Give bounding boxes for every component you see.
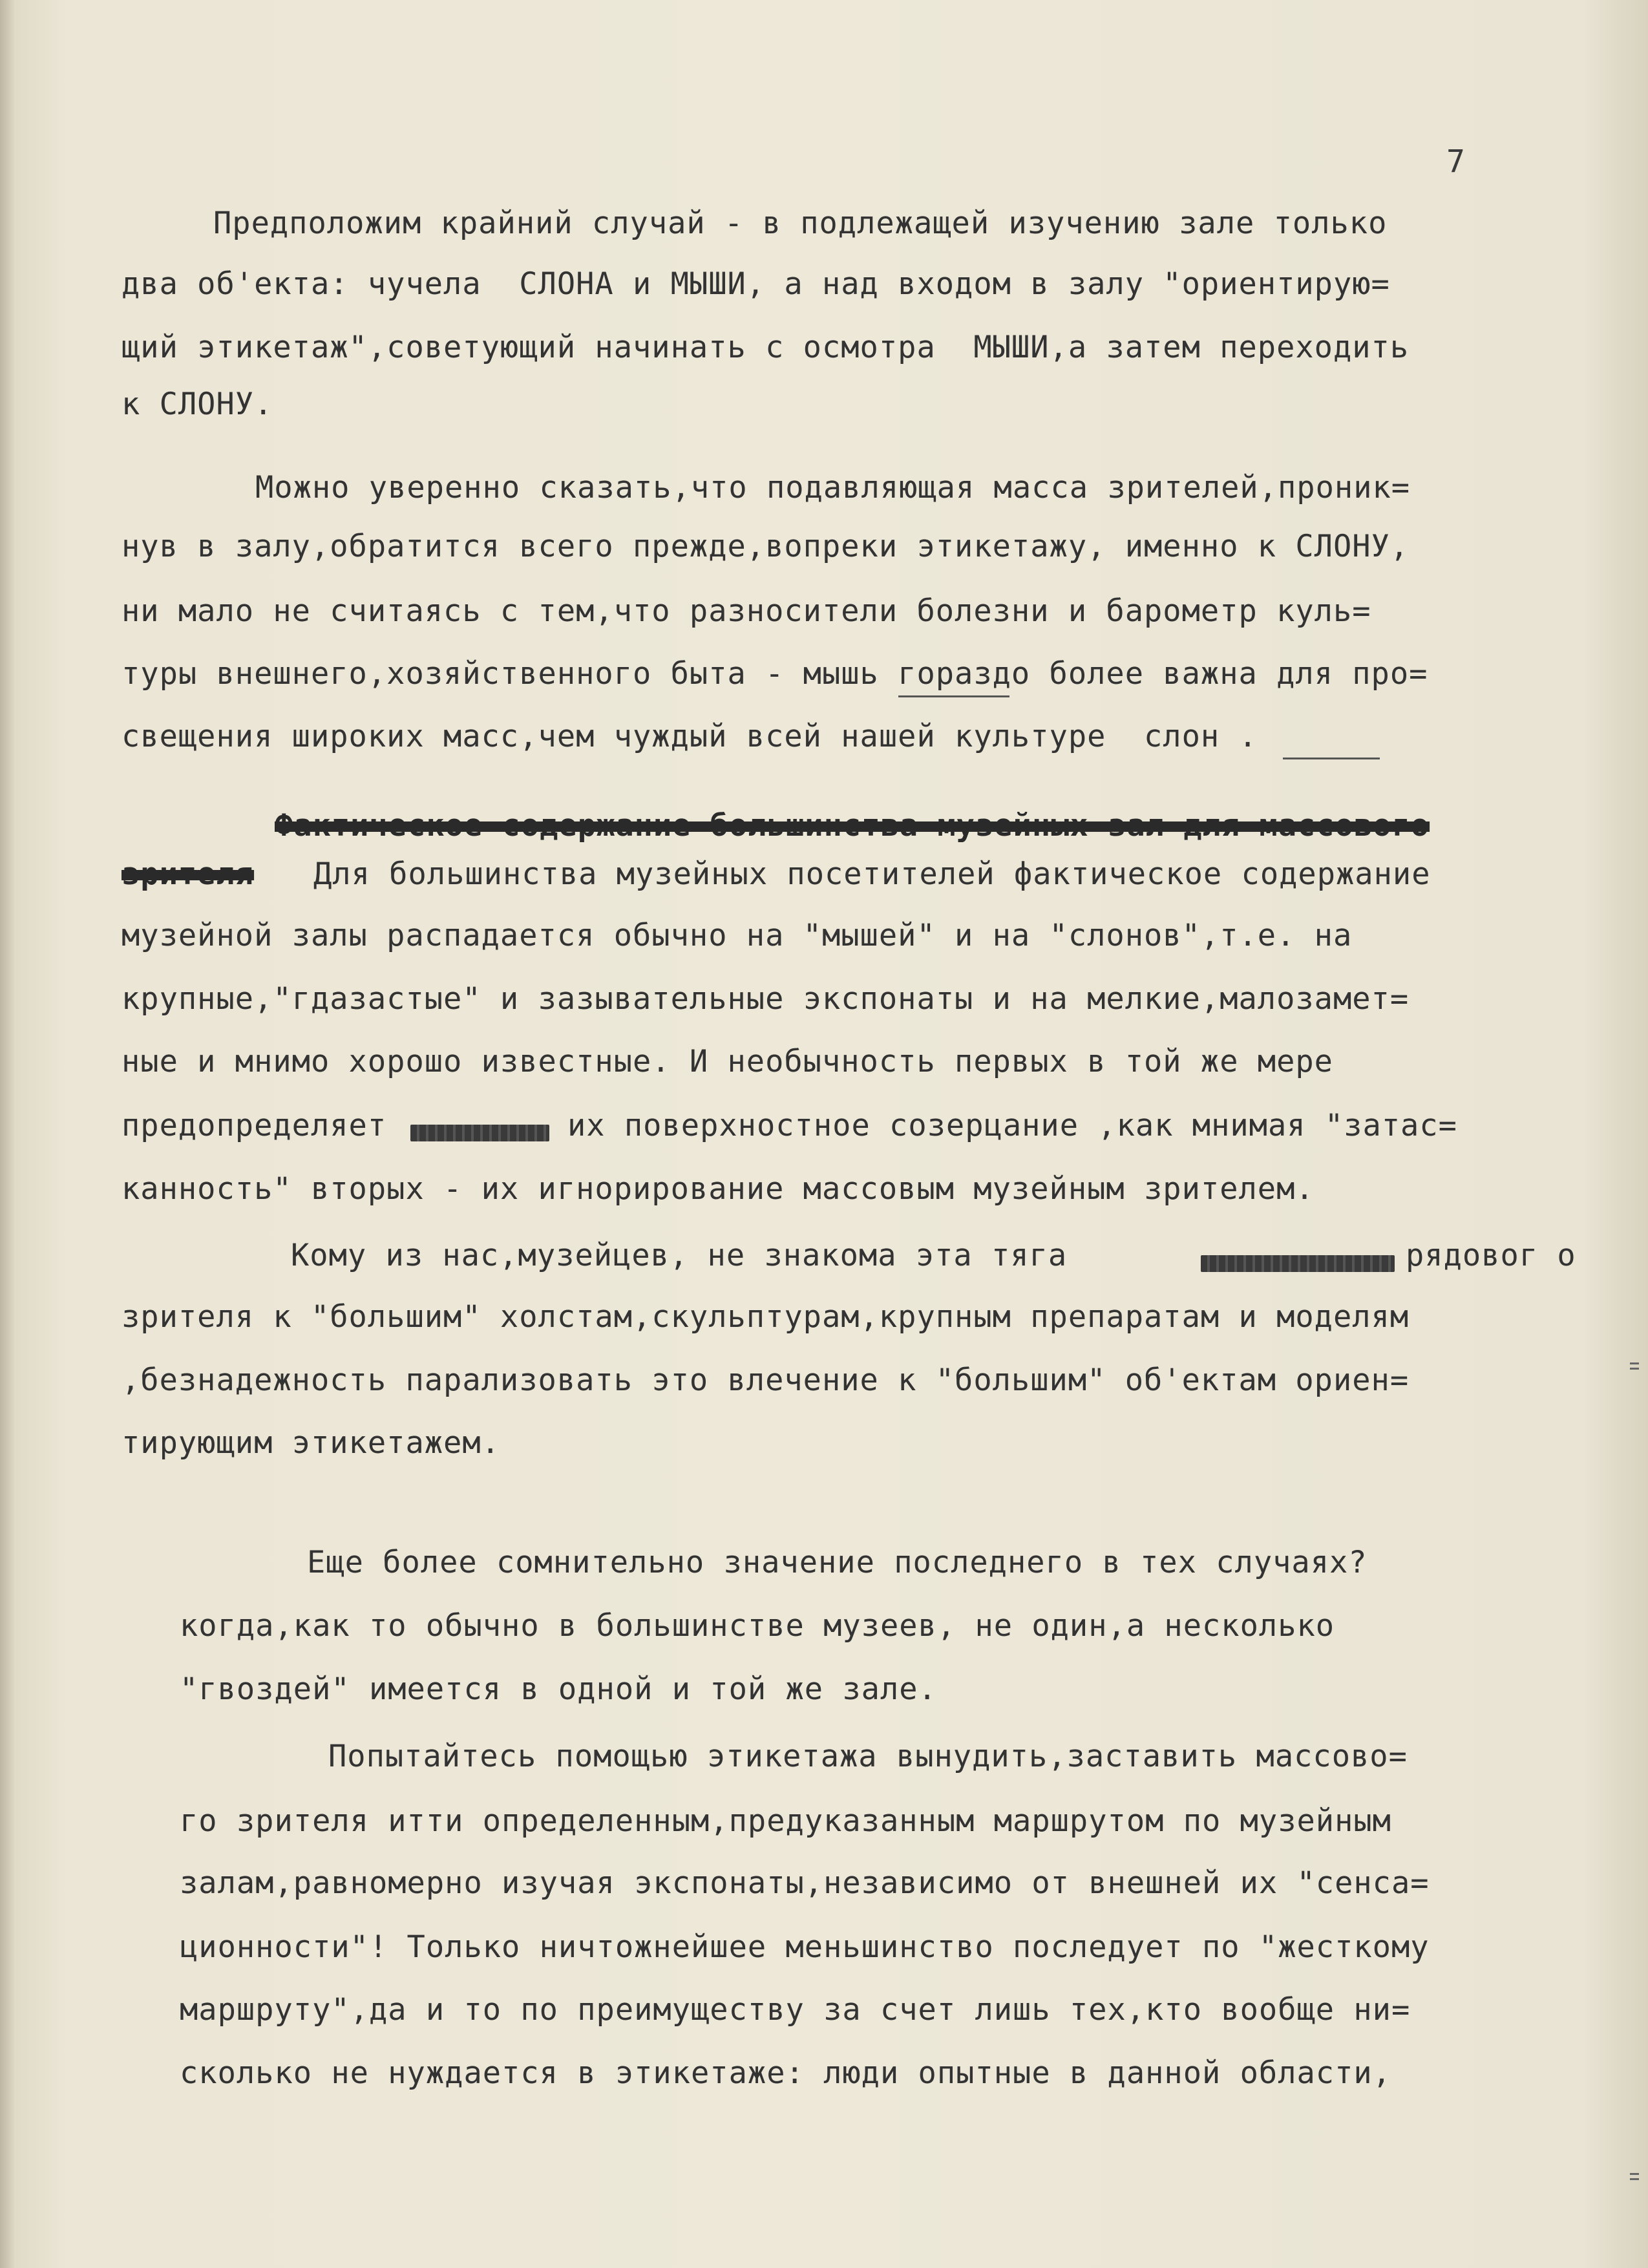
text-line: Кому из нас,музейцев, не знакома эта тяга bbox=[291, 1238, 1068, 1273]
text-line: крупные,"гдазастые" и зазывательные экспонаты и на мелкие,малозамет= bbox=[121, 981, 1410, 1017]
struck-out-heading: зрителя bbox=[121, 856, 255, 892]
text-line: музейной залы распадается обычно на "мышей" и на "слонов",т.е. на bbox=[121, 918, 1353, 953]
typed-over-blot bbox=[410, 1125, 549, 1141]
text-line: щий этикетаж",советующий начинать с осмотра МЫШИ,а затем переходить bbox=[121, 330, 1410, 365]
text-line: канность" вторых - их игнорирование массовым музейным зрителем. bbox=[121, 1171, 1315, 1207]
text-line: "гвоздей" имеется в одной и той же зале. bbox=[180, 1671, 937, 1707]
text-line: рядовог о bbox=[1406, 1238, 1576, 1273]
text-line: Можно уверенно сказать,что подавляющая масса зрителей,проник= bbox=[255, 470, 1411, 505]
text-line: Для большинства музейных посетителей фактическое содержание bbox=[313, 856, 1431, 892]
struck-out-heading: Фактическое содержание большинства музейных зал для массового bbox=[275, 808, 1430, 843]
typed-over-blot bbox=[1201, 1255, 1395, 1272]
text-line: ни мало не считаясь с тем,что разносители болезни и барометр куль= bbox=[121, 593, 1371, 629]
text-line: зрителя к "большим" холстам,скульптурам,крупным препаратам и моделям bbox=[121, 1299, 1410, 1335]
text-line: залам,равномерно изучая экспонаты,независимо от внешней их "сенса= bbox=[180, 1865, 1430, 1901]
text-line: свещения широких масс,чем чуждый всей нашей культуре слон . bbox=[121, 719, 1258, 754]
text-line: тирующим этикетажем. bbox=[121, 1425, 500, 1461]
margin-mark bbox=[1630, 1368, 1639, 1370]
margin-mark bbox=[1630, 1362, 1639, 1364]
margin-mark bbox=[1630, 2173, 1639, 2175]
text-line: Предположим крайний случай - в подлежащей изучению зале только bbox=[213, 206, 1388, 241]
text-line: ционности"! Только ничтожнейшее меньшинство последует по "жесткому bbox=[180, 1929, 1430, 1965]
text-line: ,безнадежность парализовать это влечение к "большим" об'ектам ориен= bbox=[121, 1362, 1410, 1398]
text-line: туры внешнего,хозяйственного быта - мышь гораздо более важна для про= bbox=[121, 656, 1428, 692]
margin-mark bbox=[1630, 2178, 1639, 2180]
underline-mark bbox=[1283, 758, 1380, 759]
text-line: ные и мнимо хорошо известные. И необычность первых в той же мере bbox=[121, 1044, 1333, 1079]
text-line: два об'екта: чучела СЛОНА и МЫШИ, а над входом в залу "ориентирую= bbox=[121, 266, 1390, 302]
text-line: Еще более сомнительно значение последнего в тех случаях? bbox=[307, 1545, 1368, 1580]
text-line: го зрителя итти определенным,предуказанным маршрутом по музейным bbox=[180, 1803, 1391, 1839]
text-line: когда,как то обычно в большинстве музеев, не один,а несколько bbox=[180, 1608, 1335, 1644]
underline-mark bbox=[898, 695, 1009, 697]
text-line: нув в залу,обратится всего прежде,вопреки этикетажу, именно к СЛОНУ, bbox=[121, 529, 1410, 564]
text-line: предопределяет bbox=[121, 1108, 387, 1143]
text-line: их поверхностное созерцание ,как мнимая "затас= bbox=[567, 1108, 1457, 1143]
text-line: Попытайтесь помощью этикетажа вынудить,заставить массово= bbox=[328, 1739, 1408, 1774]
page-edge-shadow bbox=[0, 0, 14, 2268]
text-line: сколько не нуждается в этикетаже: люди опытные в данной области, bbox=[180, 2055, 1391, 2091]
text-line: маршруту",да и то по преимуществу за счет лишь тех,кто вообще ни= bbox=[180, 1992, 1411, 2028]
page-number: 7 bbox=[1446, 143, 1465, 180]
text-line: к СЛОНУ. bbox=[121, 387, 273, 422]
